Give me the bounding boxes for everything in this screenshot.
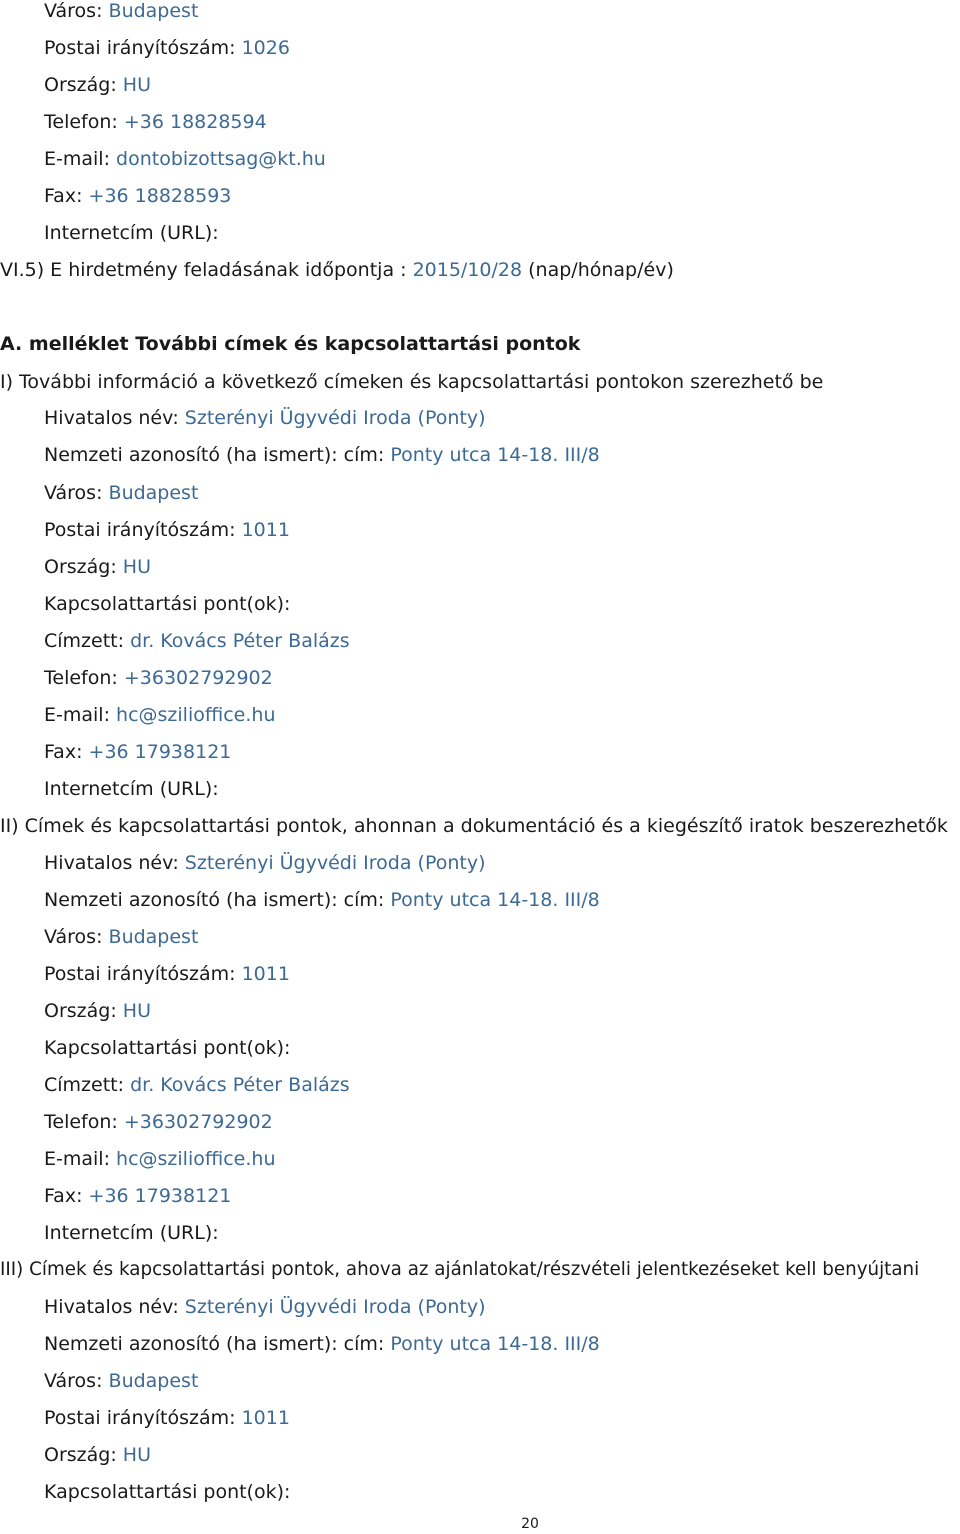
fax-label: Fax: <box>44 741 83 763</box>
city-line <box>44 480 198 506</box>
city-line <box>44 1368 198 1394</box>
recipient-value: dr. Kovács Péter Balázs <box>130 1074 350 1096</box>
zip-line <box>44 517 290 543</box>
zip-value: 1011 <box>241 519 290 541</box>
country-label: Ország: <box>44 1000 117 1022</box>
city-line <box>44 924 198 950</box>
city-value: Budapest <box>108 482 199 504</box>
section-heading: I) További információ a következő címeken és kapcsolattartási pontokon szerezhető be <box>0 371 824 393</box>
contact-points-label: Kapcsolattartási pont(ok): <box>44 1037 291 1059</box>
address-line <box>44 887 600 913</box>
fax-value: +36 17938121 <box>88 1185 232 1207</box>
city-value: Budapest <box>108 1370 199 1392</box>
country-label: Ország: <box>44 556 117 578</box>
country-label: Ország: <box>44 1444 117 1466</box>
email-value: hc@szilioffice.hu <box>116 704 276 726</box>
email-line <box>44 1146 275 1172</box>
official-name-label: Hivatalos név: <box>44 852 179 874</box>
contact-points-label: Kapcsolattartási pont(ok): <box>44 593 291 615</box>
address-line <box>44 442 600 468</box>
url-label: Internetcím (URL): <box>44 1222 219 1244</box>
phone-value: +36 18828594 <box>123 111 267 133</box>
url-line <box>44 1220 219 1246</box>
vi5-suffix: (nap/hónap/év) <box>528 259 674 281</box>
email-label: E-mail: <box>44 148 110 170</box>
section-heading: III) Címek és kapcsolattartási pontok, ahova az ajánlatokat/részvételi jelentkezéseket kell benyújtani <box>0 1259 920 1280</box>
official-name-value: Szterényi Ügyvédi Iroda (Ponty) <box>184 407 486 429</box>
country-line <box>44 1442 151 1468</box>
vi5-date: 2015/10/28 <box>412 259 523 281</box>
contact-points-label: Kapcsolattartási pont(ok): <box>44 1481 291 1503</box>
official-name-label: Hivatalos név: <box>44 1296 179 1318</box>
official-name-line <box>44 1294 486 1320</box>
phone-label: Telefon: <box>44 1111 118 1133</box>
city-label: Város: <box>44 926 103 948</box>
fax-value: +36 18828593 <box>88 185 232 207</box>
address-line <box>44 1331 600 1357</box>
email-value: hc@szilioffice.hu <box>116 1148 276 1170</box>
fax-label: Fax: <box>44 1185 83 1207</box>
country-value: HU <box>122 74 151 96</box>
address-label: Nemzeti azonosító (ha ismert): cím: <box>44 889 385 911</box>
zip-label: Postai irányítószám: <box>44 1407 236 1429</box>
phone-label: Telefon: <box>44 667 118 689</box>
country-label: Ország: <box>44 74 117 96</box>
recipient-label: Címzett: <box>44 1074 125 1096</box>
fax-line <box>44 739 231 765</box>
zip-label: Postai irányítószám: <box>44 963 236 985</box>
country-line <box>44 72 151 98</box>
email-value: dontobizottsag@kt.hu <box>116 148 326 170</box>
country-value: HU <box>122 1444 151 1466</box>
phone-value: +36302792902 <box>123 1111 273 1133</box>
zip-label: Postai irányítószám: <box>44 519 236 541</box>
fax-value: +36 17938121 <box>88 741 232 763</box>
url-label: Internetcím (URL): <box>44 222 219 244</box>
email-label: E-mail: <box>44 704 110 726</box>
address-value: Ponty utca 14-18. III/8 <box>390 444 600 466</box>
zip-line <box>44 35 290 61</box>
city-value: Budapest <box>108 926 199 948</box>
zip-value: 1011 <box>241 963 290 985</box>
official-name-label: Hivatalos név: <box>44 407 179 429</box>
official-name-value: Szterényi Ügyvédi Iroda (Ponty) <box>184 852 486 874</box>
zip-value: 1026 <box>241 37 290 59</box>
zip-line <box>44 961 290 987</box>
url-line <box>44 776 219 802</box>
fax-line <box>44 183 231 209</box>
url-line <box>44 220 219 246</box>
phone-line <box>44 1109 273 1135</box>
recipient-value: dr. Kovács Péter Balázs <box>130 630 350 652</box>
phone-value: +36302792902 <box>123 667 273 689</box>
address-value: Ponty utca 14-18. III/8 <box>390 1333 600 1355</box>
country-line <box>44 998 151 1024</box>
city-label: Város: <box>44 1370 103 1392</box>
fax-line <box>44 1183 231 1209</box>
address-label: Nemzeti azonosító (ha ismert): cím: <box>44 444 385 466</box>
recipient-line <box>44 1072 350 1098</box>
phone-line <box>44 109 267 135</box>
annex-title: A. melléklet További címek és kapcsolattartási pontok <box>0 333 581 355</box>
official-name-line <box>44 850 486 876</box>
zip-value: 1011 <box>241 1407 290 1429</box>
email-line <box>44 702 275 728</box>
address-label: Nemzeti azonosító (ha ismert): cím: <box>44 1333 385 1355</box>
phone-line <box>44 665 273 691</box>
country-value: HU <box>122 556 151 578</box>
recipient-line <box>44 628 350 654</box>
city-label: Város: <box>44 482 103 504</box>
zip-label: Postai irányítószám: <box>44 37 236 59</box>
vi5-label: VI.5) E hirdetmény feladásának időpontja : <box>0 259 407 281</box>
url-label: Internetcím (URL): <box>44 778 219 800</box>
country-value: HU <box>122 1000 151 1022</box>
fax-label: Fax: <box>44 185 83 207</box>
vi5-line <box>0 257 674 283</box>
section-heading: II) Címek és kapcsolattartási pontok, ahonnan a dokumentáció és a kiegészítő iratok beszerezhetők <box>0 815 948 837</box>
city-value: Budapest <box>108 0 199 22</box>
official-name-value: Szterényi Ügyvédi Iroda (Ponty) <box>184 1296 486 1318</box>
email-label: E-mail: <box>44 1148 110 1170</box>
city-label: Város: <box>44 0 103 22</box>
zip-line <box>44 1405 290 1431</box>
page-number: 20 <box>521 1516 539 1532</box>
city-line <box>44 0 198 24</box>
address-value: Ponty utca 14-18. III/8 <box>390 889 600 911</box>
email-line <box>44 146 326 172</box>
recipient-label: Címzett: <box>44 630 125 652</box>
official-name-line <box>44 405 486 431</box>
country-line <box>44 554 151 580</box>
phone-label: Telefon: <box>44 111 118 133</box>
